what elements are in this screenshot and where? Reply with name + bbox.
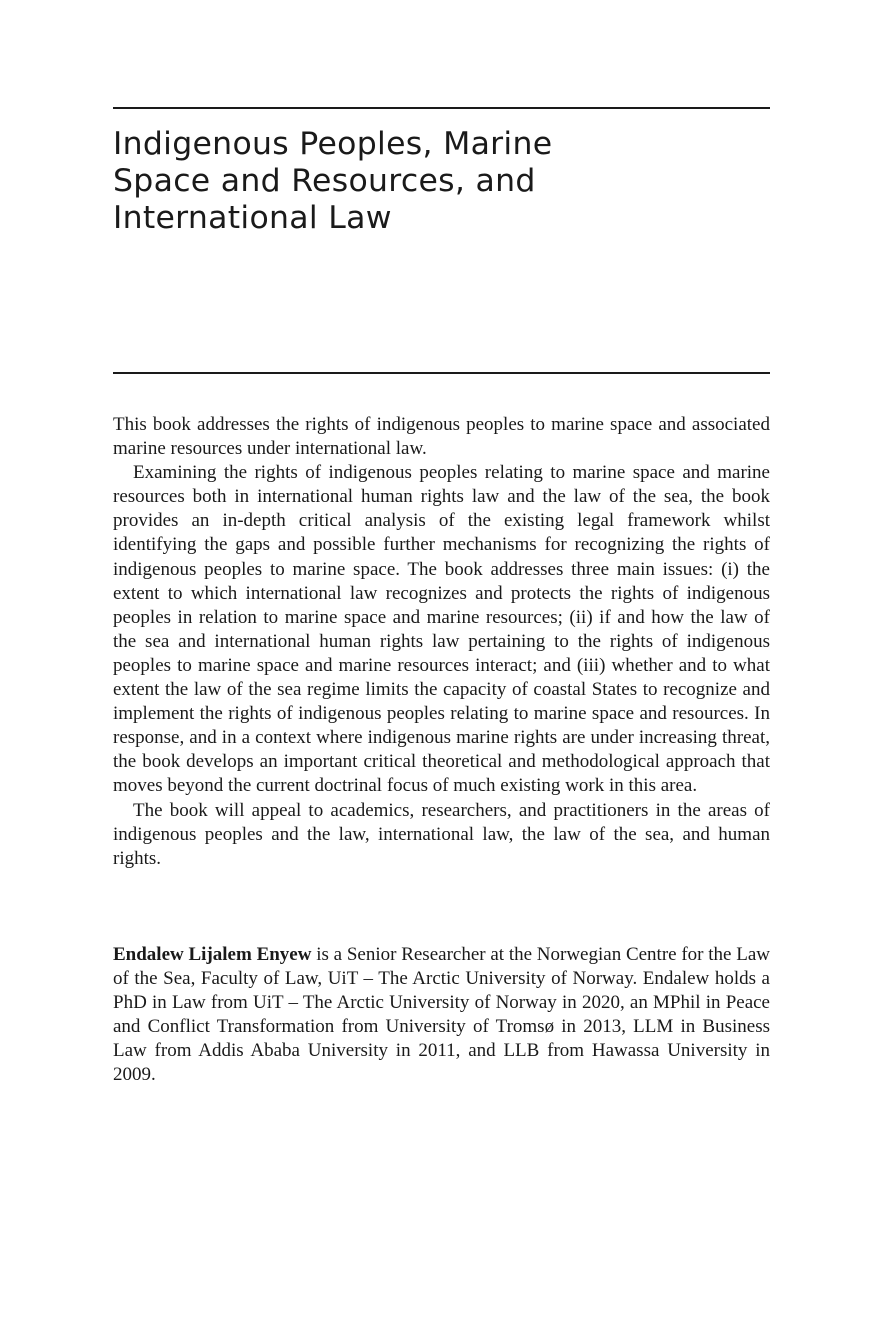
author-bio-paragraph [113, 943, 770, 1088]
description-paragraph-1: This book addresses the rights of indigenous peoples to marine space and associated marine resources under international law. [113, 414, 770, 460]
book-title-line-3: International Law [113, 200, 392, 236]
author-name: Endalew Lijalem Enyew [113, 944, 312, 965]
author-bio [113, 943, 770, 1088]
author-bio-text: is a Senior Researcher at the Norwegian Centre for the Law of the Sea, Faculty of Law, UiT – The Arctic University of Norway. Endalew holds a PhD in Law from UiT – The Arctic University of Norway in 2020, an MPhil in Peace and Conflict Transformation from University of Tromsø in 2013, LLM in Business Law from Addis Ababa University in 2011, and LLB from Hawassa University in 2009. [113, 944, 770, 1086]
description-paragraph-3: The book will appeal to academics, researchers, and practitioners in the areas of indigenous peoples and the law, international law, the law of the sea, and human rights. [113, 799, 770, 869]
book-title [113, 126, 733, 237]
description-paragraph-2: Examining the rights of indigenous peoples relating to marine space and marine resources both in international human rights law and the law of the sea, the book provides an in-depth critical analysis of the existing legal framework whilst identifying the gaps and possible further mechanisms for recognizing the rights of indigenous peoples to marine space. The book addresses three main issues: (i) the extent to which international law recognizes and protects the rights of indigenous peoples in relation to marine space and marine resources; (ii) if and how the law of the sea and international human rights law pertaining to the rights of indigenous peoples to marine space and marine resources interact; and (iii) whether and to what extent the law of the sea regime limits the capacity of coastal States to recognize and implement the rights of indigenous peoples relating to marine space and resources. In response, and in a context where indigenous marine rights are under increasing threat, the book develops an important critical theoretical and methodological approach that moves beyond the current doctrinal focus of much existing work in this area. [113, 462, 770, 797]
book-title-line-1: Indigenous Peoples, Marine [113, 126, 553, 162]
top-rule [113, 107, 770, 109]
bottom-rule [113, 372, 770, 374]
book-title-line-2: Space and Resources, and [113, 163, 536, 199]
book-description [113, 413, 770, 871]
